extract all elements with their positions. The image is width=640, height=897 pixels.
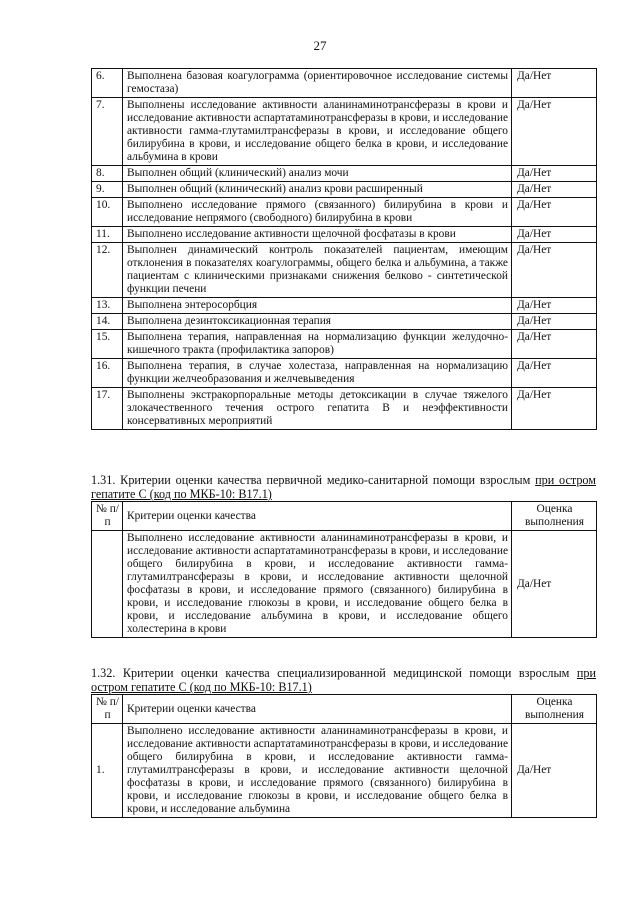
- row-number: 6.: [92, 69, 123, 98]
- header-result: Оценка выполнения: [512, 502, 597, 531]
- section-heading-underlined: при остром гепатите С (код по МКБ-10: В17.1): [91, 473, 597, 501]
- row-number: 8.: [92, 166, 123, 182]
- header-num: № п/п: [92, 502, 123, 531]
- row-number: 1.: [92, 724, 123, 818]
- assessment-value: Да/Нет: [512, 166, 597, 182]
- criteria-table-1-32: [91, 694, 597, 818]
- header-criteria: Критерии оценки качества: [123, 502, 512, 531]
- assessment-value: Да/Нет: [512, 182, 597, 198]
- header-result: Оценка выполнения: [512, 695, 597, 724]
- section-heading-text: 1.31. Критерии оценки качества первичной медико-санитарной помощи взрослым: [91, 473, 531, 487]
- section-heading-underlined: при остром гепатите С (код по МКБ-10: В17.1): [91, 666, 597, 694]
- table-row: [92, 724, 597, 818]
- row-number: 11.: [92, 227, 123, 243]
- criterion-text: Выполнена терапия, направленная на нормализацию функции желудочно-кишечного тракта (профилактика запоров): [123, 330, 512, 359]
- criterion-text: Выполнено исследование активности аланинаминотрансферазы в крови, и исследование активности аспартатаминотрансферазы в крови, и исследование общего билирубина в крови, и исследование активности гамма-глутамилтрансферазы в крови, и исследование активности щелочной фосфатазы в крови, и исследование прямого (связанного) билирубина в крови, и исследование глюкозы в крови, и исследование общего белка в крови, и исследование альбумина: [123, 724, 512, 818]
- criterion-text: Выполнено исследование прямого (связанного) билирубина в крови и исследование непрямого (свободного) билирубина в крови: [123, 198, 512, 227]
- assessment-value: Да/Нет: [512, 314, 597, 330]
- assessment-value: Да/Нет: [512, 69, 597, 98]
- assessment-value: Да/Нет: [512, 359, 597, 388]
- assessment-value: Да/Нет: [512, 724, 597, 818]
- criterion-text: Выполнена базовая коагулограмма (ориентировочное исследование системы гемостаза): [123, 69, 512, 98]
- criterion-text: Выполнены экстракорпоральные методы детоксикации в случае тяжелого злокачественного течения острого гепатита В и неэффективности консервативных мероприятий: [123, 388, 512, 430]
- row-number: 15.: [92, 330, 123, 359]
- row-number: 16.: [92, 359, 123, 388]
- page-number: 27: [313, 38, 327, 53]
- criterion-text: Выполнено исследование активности щелочной фосфатазы в крови: [123, 227, 512, 243]
- row-number: 7.: [92, 98, 123, 166]
- assessment-value: Да/Нет: [512, 388, 597, 430]
- row-number: 10.: [92, 198, 123, 227]
- header-num: № п/п: [92, 695, 123, 724]
- row-number: 12.: [92, 243, 123, 298]
- assessment-value: Да/Нет: [512, 243, 597, 298]
- criterion-text: Выполнен общий (клинический) анализ мочи: [123, 166, 512, 182]
- row-number: 17.: [92, 388, 123, 430]
- criterion-text: Выполнен динамический контроль показателей пациентам, имеющим отклонения в показателях коагулограммы, общего белка и альбумина, а также пациентам с клиническими признаками снижения белково - синтетической функции печени: [123, 243, 512, 298]
- row-number: 9.: [92, 182, 123, 198]
- assessment-value: Да/Нет: [512, 330, 597, 359]
- table-header-row: [92, 695, 597, 724]
- section-heading-text: 1.32. Критерии оценки качества специализированной медицинской помощи взрослым: [91, 666, 570, 680]
- assessment-value: Да/Нет: [512, 98, 597, 166]
- criterion-text: Выполнено исследование активности аланинаминотрансферазы в крови, и исследование активности аспартатаминотрансферазы в крови, и исследование общего билирубина в крови, и исследование активности гамма-глутамилтрансферазы в крови, и исследование активности щелочной фосфатазы в крови, и исследование прямого (связанного) билирубина в крови, и исследование глюкозы в крови, и исследование общего белка в крови, и исследование альбумина в крови, и исследование общего холестерина в крови: [123, 531, 512, 638]
- assessment-value: Да/Нет: [512, 227, 597, 243]
- criterion-text: Выполнена терапия, в случае холестаза, направленная на нормализацию функции желчеобразования и желчевыведения: [123, 359, 512, 388]
- row-number: 14.: [92, 314, 123, 330]
- criterion-text: Выполнена дезинтоксикационная терапия: [123, 314, 512, 330]
- header-criteria: Критерии оценки качества: [123, 695, 512, 724]
- criterion-text: Выполнена энтеросорбция: [123, 298, 512, 314]
- assessment-value: Да/Нет: [512, 531, 597, 638]
- assessment-value: Да/Нет: [512, 198, 597, 227]
- assessment-value: Да/Нет: [512, 298, 597, 314]
- criterion-text: Выполнен общий (клинический) анализ крови расширенный: [123, 182, 512, 198]
- criterion-text: Выполнены исследование активности аланинаминотрансферазы в крови и исследование активности аспартатаминотрансферазы в крови, и исследование активности гамма-глутамилтрансферазы в крови, и исследование общего билирубина в крови, и исследование общего белка в крови, и исследование альбумина в крови: [123, 98, 512, 166]
- row-number: 13.: [92, 298, 123, 314]
